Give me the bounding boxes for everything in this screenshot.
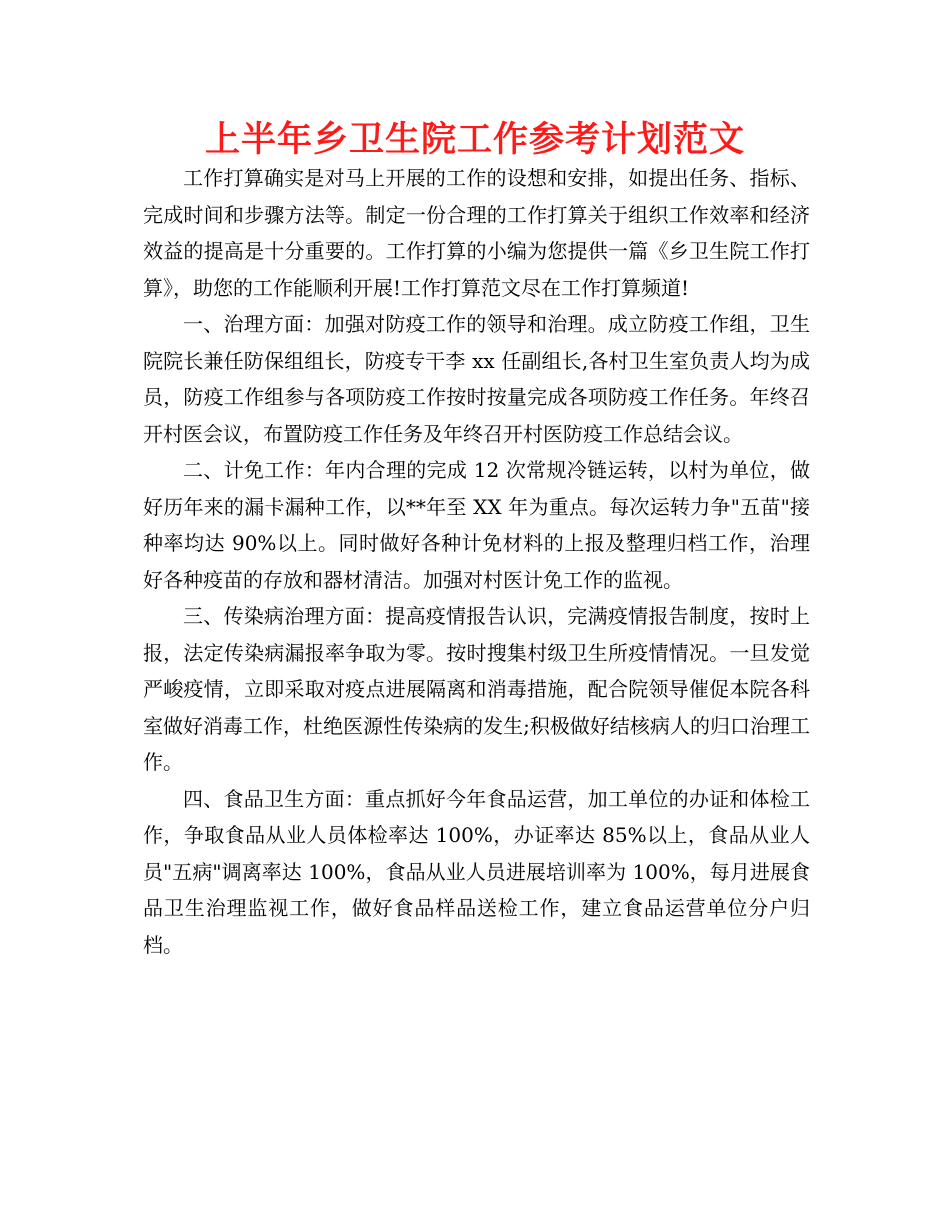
paragraph-intro: 工作打算确实是对马上开展的工作的设想和安排，如提出任务、指标、完成时间和步骤方法等。制定一份合理的工作打算关于组织工作效率和经济效益的提高是十分重要的。工作打算的小编为您提供一篇《乡卫生院工作打算》，助您的工作能顺利开展!工作打算范文尽在工作打算频道!	[143, 166, 810, 300]
document-body	[143, 160, 810, 963]
document-title: 上半年乡卫生院工作参考计划范文	[204, 120, 745, 160]
paragraph-immunization: 二、计免工作：年内合理的完成 12 次常规冷链运转，以村为单位，做好历年来的漏卡漏种工作，以**年至 XX 年为重点。每次运转力争"五苗"接种率均达 90%以上。同时做好各种计免材料的上报及整理归档工作，治理好各种疫苗的存放和器材清洁。加强对村医计免工作的监视。	[143, 458, 810, 592]
paragraph-food-hygiene: 四、食品卫生方面：重点抓好今年食品运营，加工单位的办证和体检工作，争取食品从业人员体检率达 100%，办证率达 85%以上，食品从业人员"五病"调离率达 100%，食品从业人员进展培训率为 100%，每月进展食品卫生治理监视工作，做好食品样品送检工作，建立食品运营单位分户归档。	[143, 786, 810, 957]
paragraph-infectious-disease: 三、传染病治理方面：提高疫情报告认识，完满疫情报告制度，按时上报，法定传染病漏报率争取为零。按时搜集村级卫生所疫情情况。一旦发觉严峻疫情，立即采取对疫点进展隔离和消毒措施，配合院领导催促本院各科室做好消毒工作，杜绝医源性传染病的发生;积极做好结核病人的归口治理工作。	[143, 604, 810, 774]
paragraph-management: 一、治理方面：加强对防疫工作的领导和治理。成立防疫工作组，卫生院院长兼任防保组组长，防疫专干李 xx 任副组长,各村卫生室负责人均为成员，防疫工作组参与各项防疫工作按时按量完成各项防疫工作任务。年终召开村医会议，布置防疫工作任务及年终召开村医防疫工作总结会议。	[143, 312, 810, 446]
